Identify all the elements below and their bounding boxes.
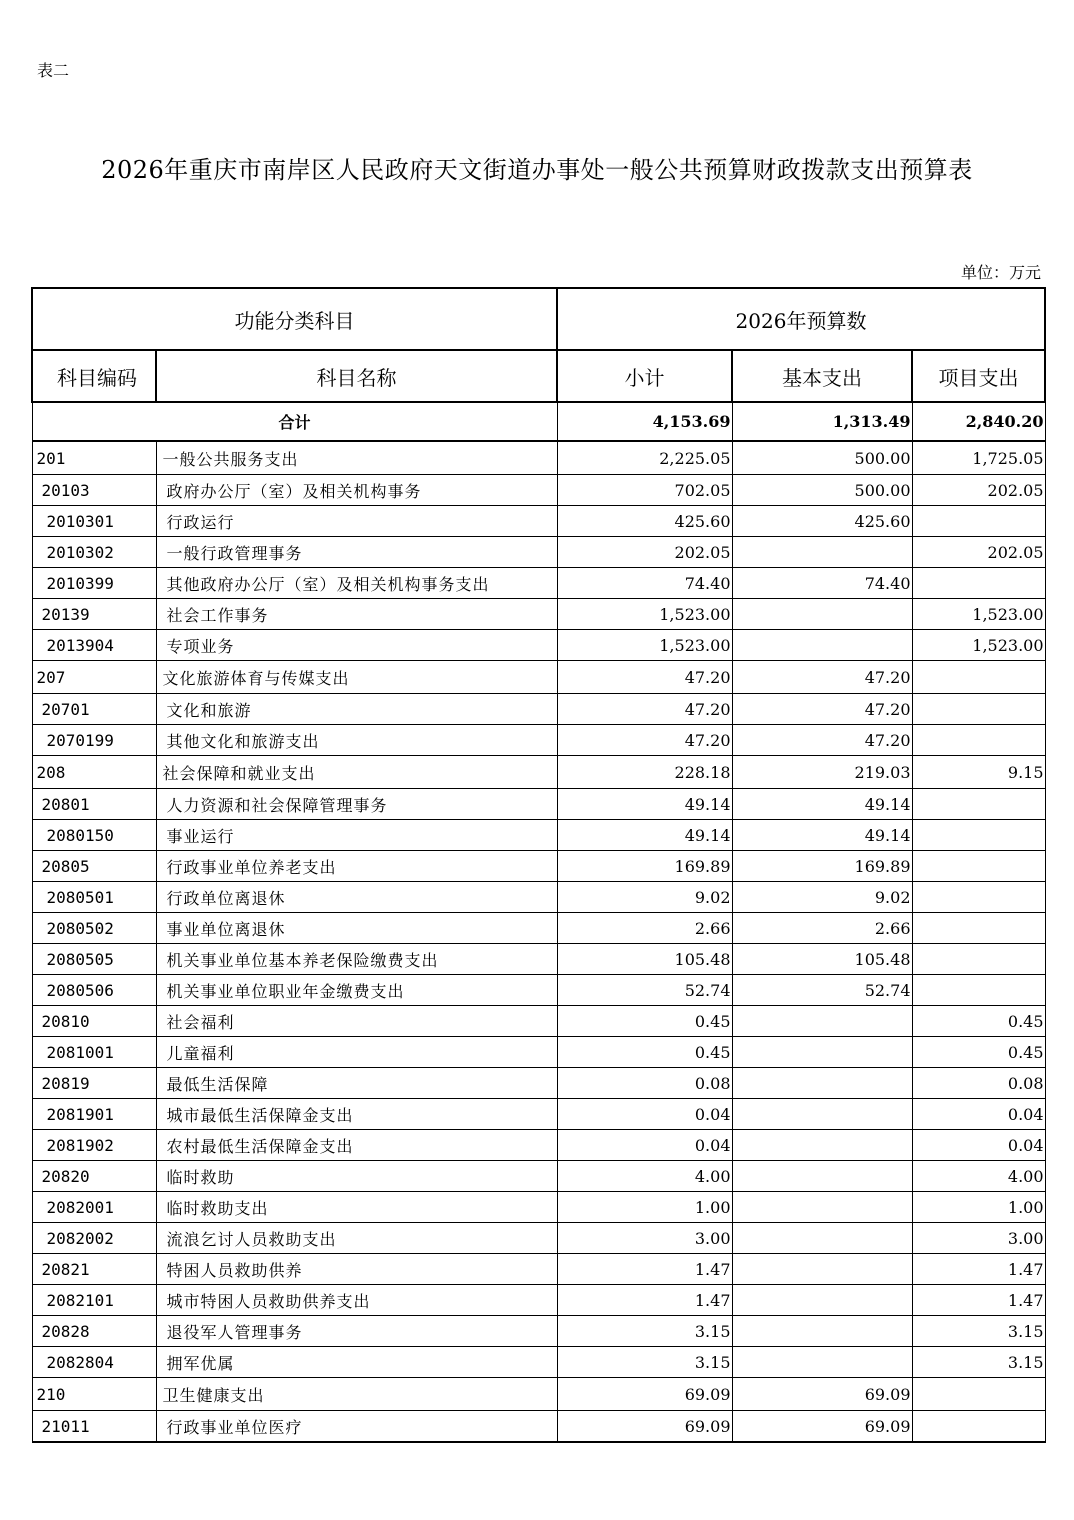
row-name: 流浪乞讨人员救助支出 [156, 1223, 557, 1254]
row-code: 20828 [32, 1316, 156, 1347]
header-column-row [32, 350, 1045, 402]
row-basic [732, 1130, 912, 1161]
table-row [32, 725, 1045, 756]
row-project: 3.15 [912, 1316, 1045, 1347]
row-code: 20819 [32, 1068, 156, 1099]
row-code: 208 [32, 756, 156, 789]
header-name: 科目名称 [156, 350, 557, 402]
row-project [912, 1378, 1045, 1411]
row-name: 临时救助 [156, 1161, 557, 1192]
row-basic [732, 599, 912, 630]
row-basic: 74.40 [732, 568, 912, 599]
row-subtotal: 702.05 [557, 475, 732, 506]
row-name: 文化和旅游 [156, 694, 557, 725]
row-project [912, 789, 1045, 820]
row-name: 政府办公厅（室）及相关机构事务 [156, 475, 557, 506]
table-row [32, 789, 1045, 820]
total-project: 2,840.20 [912, 402, 1045, 441]
row-project: 3.15 [912, 1347, 1045, 1378]
row-basic [732, 630, 912, 661]
table-row [32, 1223, 1045, 1254]
row-subtotal: 0.45 [557, 1006, 732, 1037]
row-project: 0.45 [912, 1006, 1045, 1037]
row-subtotal: 1.47 [557, 1285, 732, 1316]
row-name: 机关事业单位职业年金缴费支出 [156, 975, 557, 1006]
row-basic: 69.09 [732, 1411, 912, 1443]
row-name: 临时救助支出 [156, 1192, 557, 1223]
row-project: 0.04 [912, 1130, 1045, 1161]
row-project: 0.08 [912, 1068, 1045, 1099]
row-project: 9.15 [912, 756, 1045, 789]
row-basic: 47.20 [732, 661, 912, 694]
table-row [32, 475, 1045, 506]
row-subtotal: 1,523.00 [557, 630, 732, 661]
row-code: 21011 [32, 1411, 156, 1443]
table-row [32, 1161, 1045, 1192]
row-project [912, 882, 1045, 913]
row-name: 专项业务 [156, 630, 557, 661]
table-row [32, 441, 1045, 475]
row-subtotal: 3.15 [557, 1316, 732, 1347]
row-project: 202.05 [912, 537, 1045, 568]
row-subtotal: 47.20 [557, 661, 732, 694]
table-row [32, 1411, 1045, 1443]
row-code: 2010301 [32, 506, 156, 537]
row-basic [732, 1285, 912, 1316]
row-name: 最低生活保障 [156, 1068, 557, 1099]
row-name: 行政运行 [156, 506, 557, 537]
row-name: 机关事业单位基本养老保险缴费支出 [156, 944, 557, 975]
row-project: 1,523.00 [912, 599, 1045, 630]
row-basic: 169.89 [732, 851, 912, 882]
row-subtotal: 0.04 [557, 1099, 732, 1130]
row-subtotal: 3.15 [557, 1347, 732, 1378]
row-name: 人力资源和社会保障管理事务 [156, 789, 557, 820]
table-row [32, 694, 1045, 725]
header-code: 科目编码 [32, 350, 156, 402]
row-project [912, 568, 1045, 599]
row-name: 文化旅游体育与传媒支出 [156, 661, 557, 694]
row-subtotal: 4.00 [557, 1161, 732, 1192]
row-name: 一般公共服务支出 [156, 441, 557, 475]
table-row [32, 820, 1045, 851]
row-code: 2080505 [32, 944, 156, 975]
row-code: 2082101 [32, 1285, 156, 1316]
row-name: 社会工作事务 [156, 599, 557, 630]
row-code: 20821 [32, 1254, 156, 1285]
row-name: 社会保障和就业支出 [156, 756, 557, 789]
row-subtotal: 3.00 [557, 1223, 732, 1254]
row-project [912, 725, 1045, 756]
row-subtotal: 47.20 [557, 694, 732, 725]
row-subtotal: 47.20 [557, 725, 732, 756]
row-code: 20810 [32, 1006, 156, 1037]
page-title: 2026年重庆市南岸区人民政府天文街道办事处一般公共预算财政拨款支出预算表 [101, 156, 973, 184]
table-row [32, 661, 1045, 694]
row-name: 一般行政管理事务 [156, 537, 557, 568]
row-project: 1.00 [912, 1192, 1045, 1223]
row-code: 2080501 [32, 882, 156, 913]
row-project [912, 944, 1045, 975]
total-basic: 1,313.49 [732, 402, 912, 441]
row-basic: 425.60 [732, 506, 912, 537]
row-code: 2082001 [32, 1192, 156, 1223]
row-code: 2013904 [32, 630, 156, 661]
row-code: 210 [32, 1378, 156, 1411]
row-code: 20103 [32, 475, 156, 506]
table-row [32, 537, 1045, 568]
row-subtotal: 169.89 [557, 851, 732, 882]
row-basic: 69.09 [732, 1378, 912, 1411]
total-row [32, 402, 1045, 441]
row-project [912, 820, 1045, 851]
row-name: 特困人员救助供养 [156, 1254, 557, 1285]
row-project: 3.00 [912, 1223, 1045, 1254]
row-code: 20139 [32, 599, 156, 630]
row-subtotal: 228.18 [557, 756, 732, 789]
row-subtotal: 2,225.05 [557, 441, 732, 475]
row-name: 行政事业单位养老支出 [156, 851, 557, 882]
row-project [912, 694, 1045, 725]
total-subtotal: 4,153.69 [557, 402, 732, 441]
table-row [32, 1347, 1045, 1378]
table-row [32, 1099, 1045, 1130]
row-code: 20805 [32, 851, 156, 882]
row-project [912, 506, 1045, 537]
row-name: 城市最低生活保障金支出 [156, 1099, 557, 1130]
row-project: 1,725.05 [912, 441, 1045, 475]
row-subtotal: 1.47 [557, 1254, 732, 1285]
header-basic: 基本支出 [732, 350, 912, 402]
table-row [32, 1285, 1045, 1316]
table-row [32, 1192, 1045, 1223]
table-row [32, 1130, 1045, 1161]
row-project: 1.47 [912, 1254, 1045, 1285]
row-code: 2082804 [32, 1347, 156, 1378]
row-basic [732, 1316, 912, 1347]
row-name: 卫生健康支出 [156, 1378, 557, 1411]
row-subtotal: 1.00 [557, 1192, 732, 1223]
table-row [32, 944, 1045, 975]
row-subtotal: 74.40 [557, 568, 732, 599]
row-code: 2080150 [32, 820, 156, 851]
row-basic [732, 1192, 912, 1223]
row-subtotal: 52.74 [557, 975, 732, 1006]
header-group-row [32, 288, 1045, 350]
row-subtotal: 425.60 [557, 506, 732, 537]
table-row [32, 1068, 1045, 1099]
row-project: 0.04 [912, 1099, 1045, 1130]
row-basic [732, 1223, 912, 1254]
row-code: 20701 [32, 694, 156, 725]
row-name: 社会福利 [156, 1006, 557, 1037]
row-name: 事业运行 [156, 820, 557, 851]
total-label: 合计 [32, 402, 557, 441]
row-basic [732, 1347, 912, 1378]
row-project [912, 661, 1045, 694]
row-code: 207 [32, 661, 156, 694]
header-function-group: 功能分类科目 [32, 288, 557, 350]
table-row [32, 756, 1045, 789]
table-row [32, 851, 1045, 882]
row-basic: 500.00 [732, 475, 912, 506]
row-basic [732, 1254, 912, 1285]
table-row [32, 1316, 1045, 1347]
table-row [32, 1378, 1045, 1411]
row-code: 2070199 [32, 725, 156, 756]
row-basic: 9.02 [732, 882, 912, 913]
table-row [32, 975, 1045, 1006]
row-subtotal: 69.09 [557, 1378, 732, 1411]
row-name: 退役军人管理事务 [156, 1316, 557, 1347]
row-project: 202.05 [912, 475, 1045, 506]
row-project [912, 1411, 1045, 1443]
row-basic [732, 1037, 912, 1068]
row-project: 1.47 [912, 1285, 1045, 1316]
table-number: 表二 [37, 61, 70, 80]
row-code: 2080502 [32, 913, 156, 944]
table-row [32, 1006, 1045, 1037]
row-name: 行政单位离退休 [156, 882, 557, 913]
budget-table [31, 287, 1046, 1443]
row-subtotal: 0.08 [557, 1068, 732, 1099]
row-subtotal: 0.04 [557, 1130, 732, 1161]
row-code: 2080506 [32, 975, 156, 1006]
row-name: 儿童福利 [156, 1037, 557, 1068]
row-basic [732, 1161, 912, 1192]
row-subtotal: 202.05 [557, 537, 732, 568]
row-code: 201 [32, 441, 156, 475]
row-basic: 49.14 [732, 789, 912, 820]
row-basic: 52.74 [732, 975, 912, 1006]
table-row [32, 568, 1045, 599]
row-name: 农村最低生活保障金支出 [156, 1130, 557, 1161]
header-budget-group: 2026年预算数 [557, 288, 1045, 350]
row-code: 2081901 [32, 1099, 156, 1130]
row-subtotal: 69.09 [557, 1411, 732, 1443]
table-row [32, 599, 1045, 630]
row-code: 2082002 [32, 1223, 156, 1254]
row-code: 2010399 [32, 568, 156, 599]
row-basic: 105.48 [732, 944, 912, 975]
header-subtotal: 小计 [557, 350, 732, 402]
row-code: 2081902 [32, 1130, 156, 1161]
row-basic [732, 1099, 912, 1130]
row-name: 其他政府办公厅（室）及相关机构事务支出 [156, 568, 557, 599]
row-name: 行政事业单位医疗 [156, 1411, 557, 1443]
row-name: 事业单位离退休 [156, 913, 557, 944]
row-basic: 49.14 [732, 820, 912, 851]
row-basic: 47.20 [732, 694, 912, 725]
row-project: 0.45 [912, 1037, 1045, 1068]
row-name: 城市特困人员救助供养支出 [156, 1285, 557, 1316]
row-basic: 47.20 [732, 725, 912, 756]
table-row [32, 1037, 1045, 1068]
row-name: 拥军优属 [156, 1347, 557, 1378]
row-basic [732, 1068, 912, 1099]
row-project [912, 975, 1045, 1006]
row-basic [732, 537, 912, 568]
table-row [32, 506, 1045, 537]
row-code: 20801 [32, 789, 156, 820]
row-subtotal: 2.66 [557, 913, 732, 944]
row-subtotal: 0.45 [557, 1037, 732, 1068]
row-subtotal: 105.48 [557, 944, 732, 975]
row-basic [732, 1006, 912, 1037]
table-row [32, 630, 1045, 661]
unit-label: 单位：万元 [960, 263, 1041, 282]
row-basic: 2.66 [732, 913, 912, 944]
row-code: 2010302 [32, 537, 156, 568]
row-project [912, 851, 1045, 882]
row-basic: 219.03 [732, 756, 912, 789]
table-row [32, 882, 1045, 913]
row-project: 4.00 [912, 1161, 1045, 1192]
table-row [32, 913, 1045, 944]
row-subtotal: 49.14 [557, 789, 732, 820]
row-name: 其他文化和旅游支出 [156, 725, 557, 756]
row-subtotal: 1,523.00 [557, 599, 732, 630]
row-code: 2081001 [32, 1037, 156, 1068]
row-code: 20820 [32, 1161, 156, 1192]
row-basic: 500.00 [732, 441, 912, 475]
header-project: 项目支出 [912, 350, 1045, 402]
table-row [32, 1254, 1045, 1285]
row-subtotal: 49.14 [557, 820, 732, 851]
row-project [912, 913, 1045, 944]
row-subtotal: 9.02 [557, 882, 732, 913]
row-project: 1,523.00 [912, 630, 1045, 661]
